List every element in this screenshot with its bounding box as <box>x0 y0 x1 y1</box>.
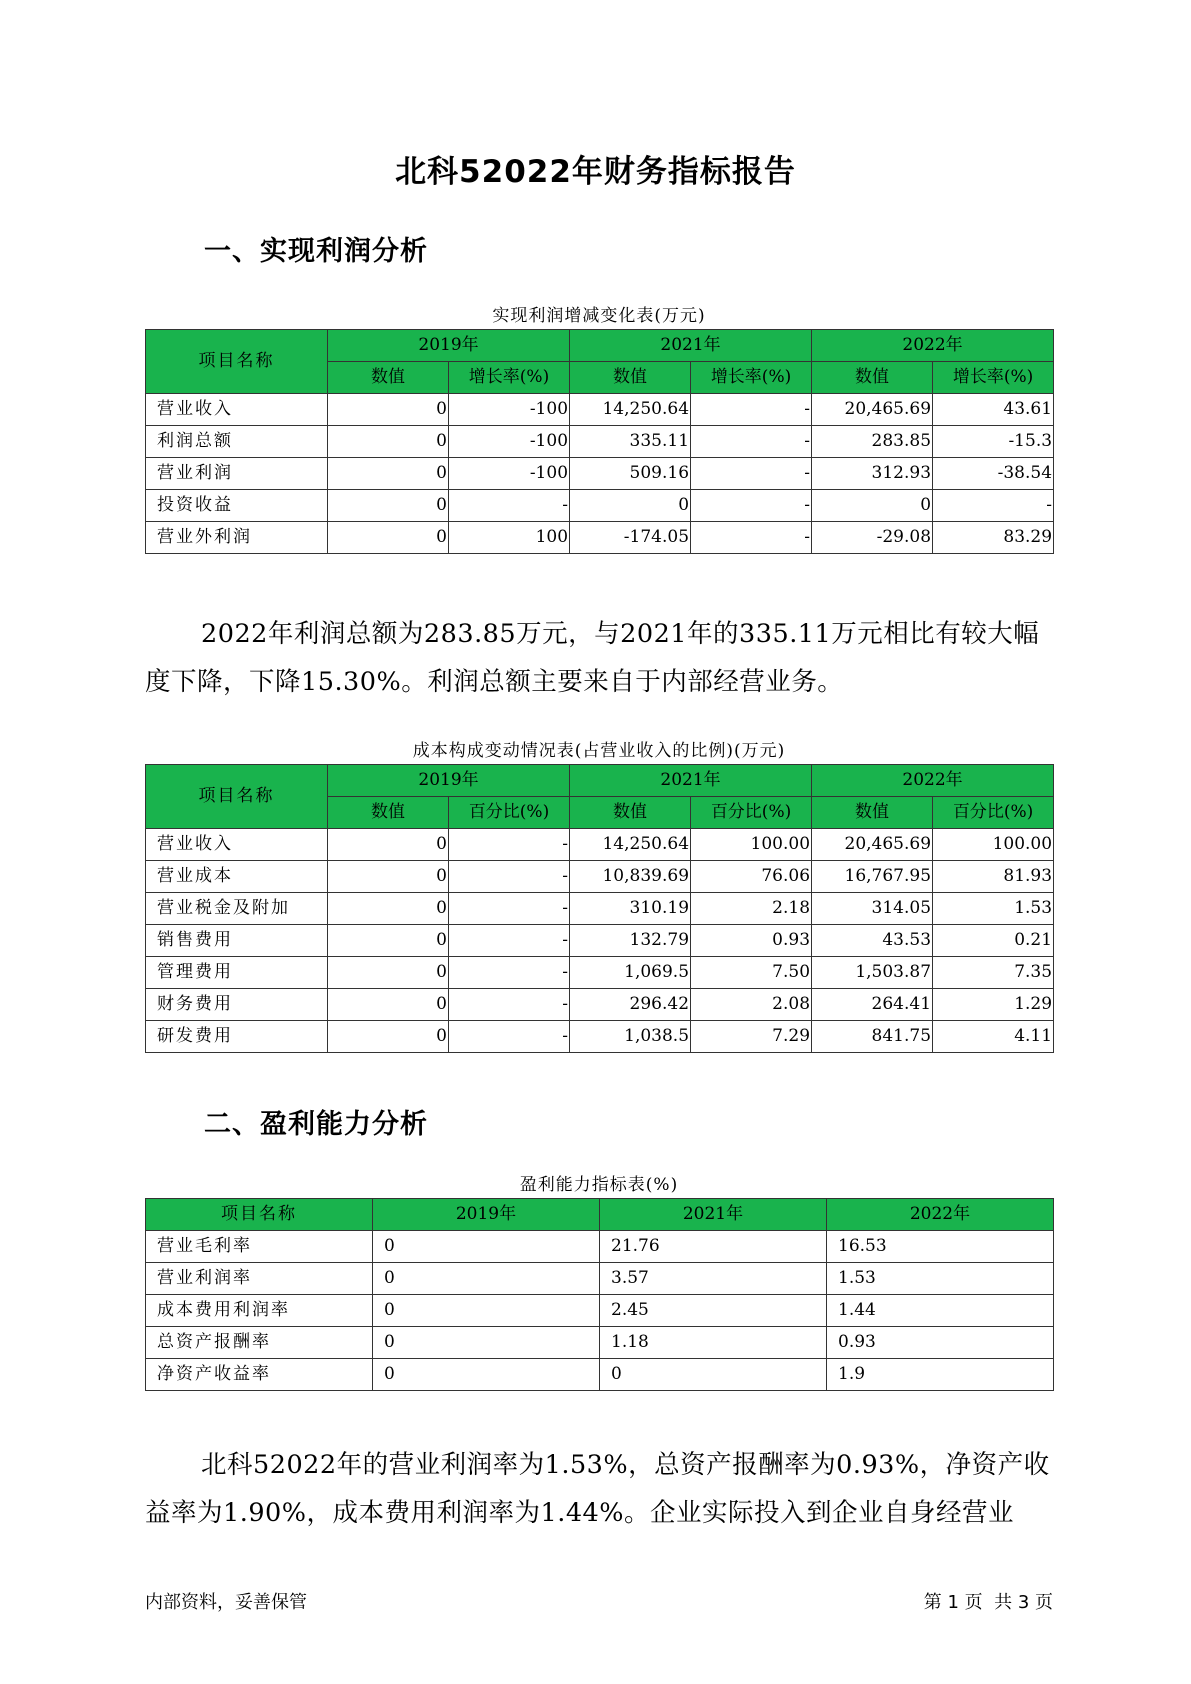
table-cell: 100 <box>449 522 570 554</box>
header-year: 2022年 <box>812 765 1054 797</box>
table-cell: 0 <box>328 925 449 957</box>
table-cell: 0 <box>328 1021 449 1053</box>
table-cell: 16,767.95 <box>812 861 933 893</box>
table-cell: 7.29 <box>691 1021 812 1053</box>
row-label: 营业毛利率 <box>146 1231 373 1263</box>
row-label: 销售费用 <box>146 925 328 957</box>
table-cell: 0.93 <box>827 1327 1054 1359</box>
header-year: 2021年 <box>570 330 812 362</box>
section-heading-profit: 一、实现利润分析 <box>204 236 428 267</box>
table-cell: 841.75 <box>812 1021 933 1053</box>
table-cell: 132.79 <box>570 925 691 957</box>
profit-paragraph <box>145 610 1065 706</box>
header-item-name: 项目名称 <box>146 330 328 394</box>
table-cell: 0 <box>373 1327 600 1359</box>
table-row <box>146 925 1054 957</box>
header-growth-rate: 增长率(%) <box>691 362 812 394</box>
table-cell: -100 <box>449 458 570 490</box>
table-cell: - <box>449 989 570 1021</box>
row-label: 财务费用 <box>146 989 328 1021</box>
header-year: 2019年 <box>373 1199 600 1231</box>
table-cell: 0 <box>328 490 449 522</box>
header-value: 数值 <box>570 362 691 394</box>
header-value: 数值 <box>570 797 691 829</box>
header-year: 2021年 <box>600 1199 827 1231</box>
row-label: 利润总额 <box>146 426 328 458</box>
table-cell: 2.45 <box>600 1295 827 1327</box>
table-cell: 0 <box>373 1295 600 1327</box>
table-cell: 1.9 <box>827 1359 1054 1391</box>
table-row <box>146 1327 1054 1359</box>
table-cell: 0.93 <box>691 925 812 957</box>
table-cell: 0 <box>328 458 449 490</box>
header-year: 2022年 <box>827 1199 1054 1231</box>
table-cell: 10,839.69 <box>570 861 691 893</box>
page-title: 北科52022年财务指标报告 <box>395 154 796 190</box>
table-cell: 314.05 <box>812 893 933 925</box>
header-year: 2022年 <box>812 330 1054 362</box>
table-row <box>146 989 1054 1021</box>
row-label: 营业成本 <box>146 861 328 893</box>
table-cell: 0 <box>328 861 449 893</box>
table-cell: - <box>691 458 812 490</box>
table-cell: 1.53 <box>933 893 1054 925</box>
header-year: 2019年 <box>328 765 570 797</box>
table-cell: 0 <box>328 989 449 1021</box>
row-label: 营业利润 <box>146 458 328 490</box>
table-row <box>146 1295 1054 1327</box>
table-cell: 4.11 <box>933 1021 1054 1053</box>
header-item-name: 项目名称 <box>146 765 328 829</box>
table-cell: 0 <box>600 1359 827 1391</box>
table-cell: 1.18 <box>600 1327 827 1359</box>
table-cell: -100 <box>449 394 570 426</box>
table-cell: 0 <box>373 1263 600 1295</box>
table-cell: -29.08 <box>812 522 933 554</box>
table1-caption: 实现利润增减变化表(万元) <box>492 306 706 326</box>
paragraph-line: 北科52022年的营业利润率为1.53%，总资产报酬率为0.93%，净资产收 <box>201 1450 1050 1480</box>
paragraph-line: 2022年利润总额为283.85万元，与2021年的335.11万元相比有较大幅 <box>201 619 1040 649</box>
row-label: 营业外利润 <box>146 522 328 554</box>
table-row <box>146 957 1054 989</box>
header-value: 数值 <box>328 362 449 394</box>
table-cell: 1,503.87 <box>812 957 933 989</box>
table-cell: - <box>691 426 812 458</box>
table-row <box>146 490 1054 522</box>
table-cell: 16.53 <box>827 1231 1054 1263</box>
table-cell: 2.18 <box>691 893 812 925</box>
table-cell: 83.29 <box>933 522 1054 554</box>
table-cell: 0 <box>328 829 449 861</box>
table-cell: - <box>691 490 812 522</box>
table-cell: -174.05 <box>570 522 691 554</box>
table-cell: 7.35 <box>933 957 1054 989</box>
cost-structure-table <box>145 764 1054 1053</box>
table-cell: 2.08 <box>691 989 812 1021</box>
row-label: 管理费用 <box>146 957 328 989</box>
table-cell: 20,465.69 <box>812 829 933 861</box>
table-cell: 100.00 <box>691 829 812 861</box>
header-percentage: 百分比(%) <box>933 797 1054 829</box>
paragraph-line: 度下降，下降15.30%。利润总额主要来自于内部经营业务。 <box>145 667 844 697</box>
table-cell: 0 <box>328 957 449 989</box>
table-cell: - <box>449 1021 570 1053</box>
table-row <box>146 1231 1054 1263</box>
table-cell: 296.42 <box>570 989 691 1021</box>
table3-caption: 盈利能力指标表(%) <box>519 1175 679 1195</box>
table2-caption: 成本构成变动情况表(占营业收入的比例)(万元) <box>412 741 786 761</box>
table-cell: 43.53 <box>812 925 933 957</box>
table-cell: - <box>933 490 1054 522</box>
table-cell: 310.19 <box>570 893 691 925</box>
table-cell: 0 <box>373 1359 600 1391</box>
table-cell: 76.06 <box>691 861 812 893</box>
row-label: 投资收益 <box>146 490 328 522</box>
table-row <box>146 1263 1054 1295</box>
table-cell: 0 <box>570 490 691 522</box>
section-heading-profitability: 二、盈利能力分析 <box>204 1109 428 1140</box>
table-cell: 0 <box>812 490 933 522</box>
table-cell: 283.85 <box>812 426 933 458</box>
row-label: 营业收入 <box>146 394 328 426</box>
table-cell: - <box>449 957 570 989</box>
table-cell: 509.16 <box>570 458 691 490</box>
header-growth-rate: 增长率(%) <box>933 362 1054 394</box>
header-year: 2019年 <box>328 330 570 362</box>
header-value: 数值 <box>812 797 933 829</box>
table-cell: 0 <box>373 1231 600 1263</box>
table-cell: 43.61 <box>933 394 1054 426</box>
table-cell: - <box>691 394 812 426</box>
table-cell: 20,465.69 <box>812 394 933 426</box>
table-cell: 264.41 <box>812 989 933 1021</box>
table-row <box>146 426 1054 458</box>
row-label: 净资产收益率 <box>146 1359 373 1391</box>
table-cell: - <box>691 522 812 554</box>
header-value: 数值 <box>812 362 933 394</box>
table-row <box>146 394 1054 426</box>
table-cell: 1,069.5 <box>570 957 691 989</box>
table-cell: 1,038.5 <box>570 1021 691 1053</box>
table-cell: 100.00 <box>933 829 1054 861</box>
table-row <box>146 1359 1054 1391</box>
paragraph-line: 益率为1.90%，成本费用利润率为1.44%。企业实际投入到企业自身经营业 <box>145 1498 1015 1528</box>
table-cell: 0 <box>328 522 449 554</box>
table-cell: 21.76 <box>600 1231 827 1263</box>
table-row <box>146 458 1054 490</box>
row-label: 营业收入 <box>146 829 328 861</box>
profitability-table <box>145 1198 1054 1391</box>
table-cell: 1.29 <box>933 989 1054 1021</box>
table-cell: - <box>449 490 570 522</box>
table-cell: 1.53 <box>827 1263 1054 1295</box>
table-cell: 0 <box>328 893 449 925</box>
table-row <box>146 893 1054 925</box>
row-label: 总资产报酬率 <box>146 1327 373 1359</box>
header-growth-rate: 增长率(%) <box>449 362 570 394</box>
table-cell: - <box>449 829 570 861</box>
header-value: 数值 <box>328 797 449 829</box>
header-year: 2021年 <box>570 765 812 797</box>
row-label: 成本费用利润率 <box>146 1295 373 1327</box>
table-cell: 7.50 <box>691 957 812 989</box>
profitability-paragraph <box>145 1441 1065 1537</box>
header-percentage: 百分比(%) <box>691 797 812 829</box>
table-cell: 0 <box>328 394 449 426</box>
row-label: 研发费用 <box>146 1021 328 1053</box>
table-cell: 312.93 <box>812 458 933 490</box>
footer-confidential-note: 内部资料，妥善保管 <box>145 1592 307 1613</box>
table-cell: 3.57 <box>600 1263 827 1295</box>
table-cell: - <box>449 893 570 925</box>
table-row <box>146 1021 1054 1053</box>
table-row <box>146 829 1054 861</box>
table-cell: 0.21 <box>933 925 1054 957</box>
table-cell: - <box>449 925 570 957</box>
table-cell: 81.93 <box>933 861 1054 893</box>
row-label: 营业税金及附加 <box>146 893 328 925</box>
table-cell: 14,250.64 <box>570 394 691 426</box>
table-cell: 14,250.64 <box>570 829 691 861</box>
row-label: 营业利润率 <box>146 1263 373 1295</box>
header-percentage: 百分比(%) <box>449 797 570 829</box>
table-cell: 1.44 <box>827 1295 1054 1327</box>
profit-change-table <box>145 329 1054 554</box>
table-cell: -100 <box>449 426 570 458</box>
header-item-name: 项目名称 <box>146 1199 373 1231</box>
footer-page-number: 第 1 页 共 3 页 <box>923 1592 1053 1613</box>
table-cell: -38.54 <box>933 458 1054 490</box>
table-cell: 0 <box>328 426 449 458</box>
table-cell: 335.11 <box>570 426 691 458</box>
table-cell: -15.3 <box>933 426 1054 458</box>
table-row <box>146 522 1054 554</box>
table-cell: - <box>449 861 570 893</box>
table-row <box>146 861 1054 893</box>
